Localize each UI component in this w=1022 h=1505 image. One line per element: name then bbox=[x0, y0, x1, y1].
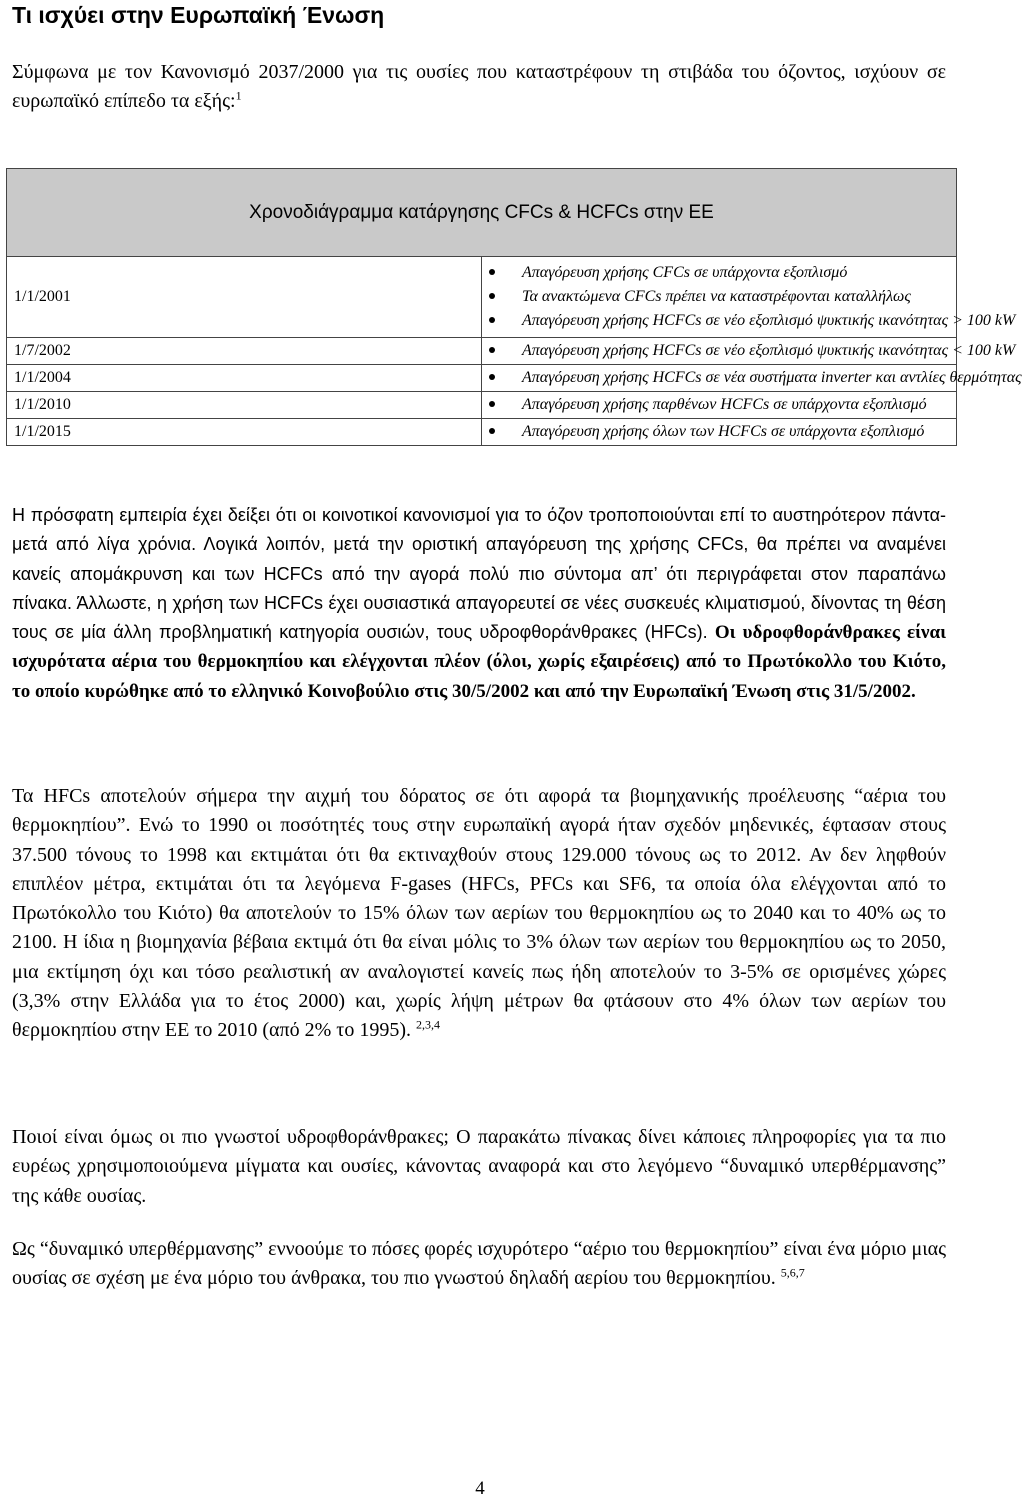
hfc-market-paragraph bbox=[12, 782, 946, 1046]
row-date: 1/7/2002 bbox=[7, 338, 482, 365]
item-text: Απαγόρευση χρήσης όλων των HCFCs σε υπάρχοντα εξοπλισμό bbox=[522, 423, 925, 440]
footnote-ref: 1 bbox=[235, 88, 242, 103]
bullet-icon bbox=[489, 269, 495, 275]
table-row bbox=[7, 419, 957, 446]
row-items bbox=[482, 338, 1016, 365]
row-items bbox=[482, 365, 1022, 392]
table-row bbox=[7, 257, 957, 338]
row-items bbox=[482, 257, 1016, 338]
list-item bbox=[489, 366, 1022, 390]
bullet-icon bbox=[489, 374, 495, 380]
table-header-row bbox=[7, 169, 957, 257]
row-date: 1/1/2010 bbox=[7, 392, 482, 419]
table-row bbox=[7, 392, 957, 419]
row-date: 1/1/2001 bbox=[7, 257, 482, 338]
gwp-definition-paragraph bbox=[12, 1235, 946, 1294]
list-item bbox=[489, 261, 949, 285]
intro-text: Σύμφωνα με τον Κανονισμό 2037/2000 για τις ουσίες που καταστρέφουν τη στιβάδα του όζοντος, ισχύουν σε ευρωπαϊκό επίπεδο τα εξής: bbox=[12, 61, 946, 112]
phaseout-schedule-table bbox=[6, 168, 1022, 446]
row-items bbox=[482, 392, 957, 419]
bullet-icon bbox=[489, 347, 495, 353]
regulation-paragraph bbox=[12, 501, 946, 706]
table-row bbox=[7, 338, 957, 365]
item-text: Απαγόρευση χρήσης HCFCs σε νέα συστήματα inverter και αντλίες θερμότητας bbox=[522, 369, 1022, 386]
hfc-market-text: Τα HFCs αποτελούν σήμερα την αιχμή του δόρατος σε ότι αφορά τα βιομηχανικής προέλευσης “αέρια του θερμοκηπίου”. Ενώ το 1990 οι ποσότητές τους στην ευρωπαϊκή αγορά ήταν σχεδόν μηδενικές, έφτασαν στους 37.500 τόνους το 1998 και εκτιμάται ότι θα εκτιναχθούν στους 129.000 τόνους ως το 2012. Αν δεν ληφθούν επιπλέον μέτρα, εκτιμάται ότι τα λεγόμενα F-gases (HFCs, PFCs και SF6, τα οποία όλα ελέγχονται από το Πρωτόκολλο του Κιότο) θα αποτελούν το 15% όλων των αερίων του θερμοκηπίου ως το 2040 και το 40% ως το 2100. Η ίδια η βιομηχανία βέβαια εκτιμά ότι θα είναι μόλις το 3% όλων των αερίων του θερμοκηπίου ως το 2050, μια εκτίμηση όχι και τόσο ρεαλιστική αν αναλογιστεί κανείς πως ήδη αποτελούν το 3-5% σε ορισμένες χώρες (3,3% στην Ελλάδα για το έτος 2000) και, χωρίς λήψη μέτρων θα φτάσουν στο 4% όλων των αερίων του θερμοκηπίου στην ΕΕ το 2010 (από 2% το 1995). bbox=[12, 785, 946, 1042]
list-item bbox=[489, 339, 1016, 363]
list-item bbox=[489, 309, 1016, 333]
regulation-text: Η πρόσφατη εμπειρία έχει δείξει ότι οι κοινοτικοί κανονισμοί για το όζον τροποποιούνται επί το αυστηρότερον πάντα- μετά από λίγα χρόνια. Λογικά λοιπόν, μετά την οριστική απαγόρευση της χρήσης CFCs, θα πρέπει να αναμένει κανείς απομάκρυνση και των HCFCs από την αγορά πολύ πιο σύντομα απ’ ότι περιγράφεται στον παραπάνω πίνακα. Άλλωστε, η χρήση των HCFCs έχει ουσιαστικά απαγορευτεί σε νέες συσκευές κλιματισμού, δίνοντας τη θέση τους σε μία άλλη προβληματική κατηγορία ουσιών, τους υδροφθοράνθρακες (HFCs). bbox=[12, 505, 946, 643]
page-number: 4 bbox=[475, 1478, 485, 1499]
row-date: 1/1/2004 bbox=[7, 365, 482, 392]
row-date: 1/1/2015 bbox=[7, 419, 482, 446]
section-heading: Τι ισχύει στην Ευρωπαϊκή Ένωση bbox=[12, 2, 385, 28]
item-text: Απαγόρευση χρήσης παρθένων HCFCs σε υπάρχοντα εξοπλισμό bbox=[522, 396, 927, 413]
bullet-icon bbox=[489, 401, 495, 407]
hfc-table-intro-paragraph: Ποιοί είναι όμως οι πιο γνωστοί υδροφθοράνθρακες; Ο παρακάτω πίνακας δίνει κάποιες πληροφορίες για τα πιο ευρέως χρησιμοποιούμενα μίγματα και ουσίες, κάνοντας αναφορά και στο λεγόμενο “δυναμικό υπερθέρμανσης” της κάθε ουσίας. bbox=[12, 1126, 946, 1207]
item-text: Απαγόρευση χρήσης HCFCs σε νέο εξοπλισμό ψυκτικής ικανότητας > 100 kW bbox=[522, 312, 1016, 329]
item-text: Απαγόρευση χρήσης CFCs σε υπάρχοντα εξοπλισμό bbox=[522, 264, 848, 281]
item-text: Απαγόρευση χρήσης HCFCs σε νέο εξοπλισμό ψυκτικής ικανότητας < 100 kW bbox=[522, 342, 1016, 359]
intro-paragraph bbox=[12, 58, 946, 116]
list-item bbox=[489, 420, 949, 444]
table-row bbox=[7, 365, 957, 392]
footnote-ref: 5,6,7 bbox=[780, 1265, 805, 1280]
footnote-ref: 2,3,4 bbox=[415, 1017, 440, 1032]
bullet-icon bbox=[489, 293, 495, 299]
bullet-icon bbox=[489, 317, 495, 323]
list-item bbox=[489, 285, 949, 309]
gwp-definition-text: Ως “δυναμικό υπερθέρμανσης” εννοούμε το πόσες φορές ισχυρότερο “αέριο του θερμοκηπίου” είναι ένα μόριο μιας ουσίας σε σχέση με ένα μόριο του άνθρακα, του πιο γνωστού δηλαδή αερίου του θερμοκηπίου. bbox=[12, 1238, 946, 1290]
bullet-icon bbox=[489, 428, 495, 434]
list-item bbox=[489, 393, 949, 417]
table-title: Χρονοδιάγραμμα κατάργησης CFCs & HCFCs στην ΕΕ bbox=[7, 169, 957, 257]
kyoto-bold-text: Οι υδροφθοράνθρακες είναι ισχυρότατα αέρια του θερμοκηπίου και ελέγχονται πλέον (όλοι, χωρίς εξαιρέσεις) από το Πρωτόκολλο του Κιότο, το οποίο κυρώθηκε από το ελληνικό Κοινοβούλιο στις 30/5/2002 και από την Ευρωπαϊκή Ένωση στις 31/5/2002. bbox=[12, 622, 946, 702]
item-text: Τα ανακτώμενα CFCs πρέπει να καταστρέφονται καταλλήλως bbox=[522, 288, 911, 305]
row-items bbox=[482, 419, 957, 446]
